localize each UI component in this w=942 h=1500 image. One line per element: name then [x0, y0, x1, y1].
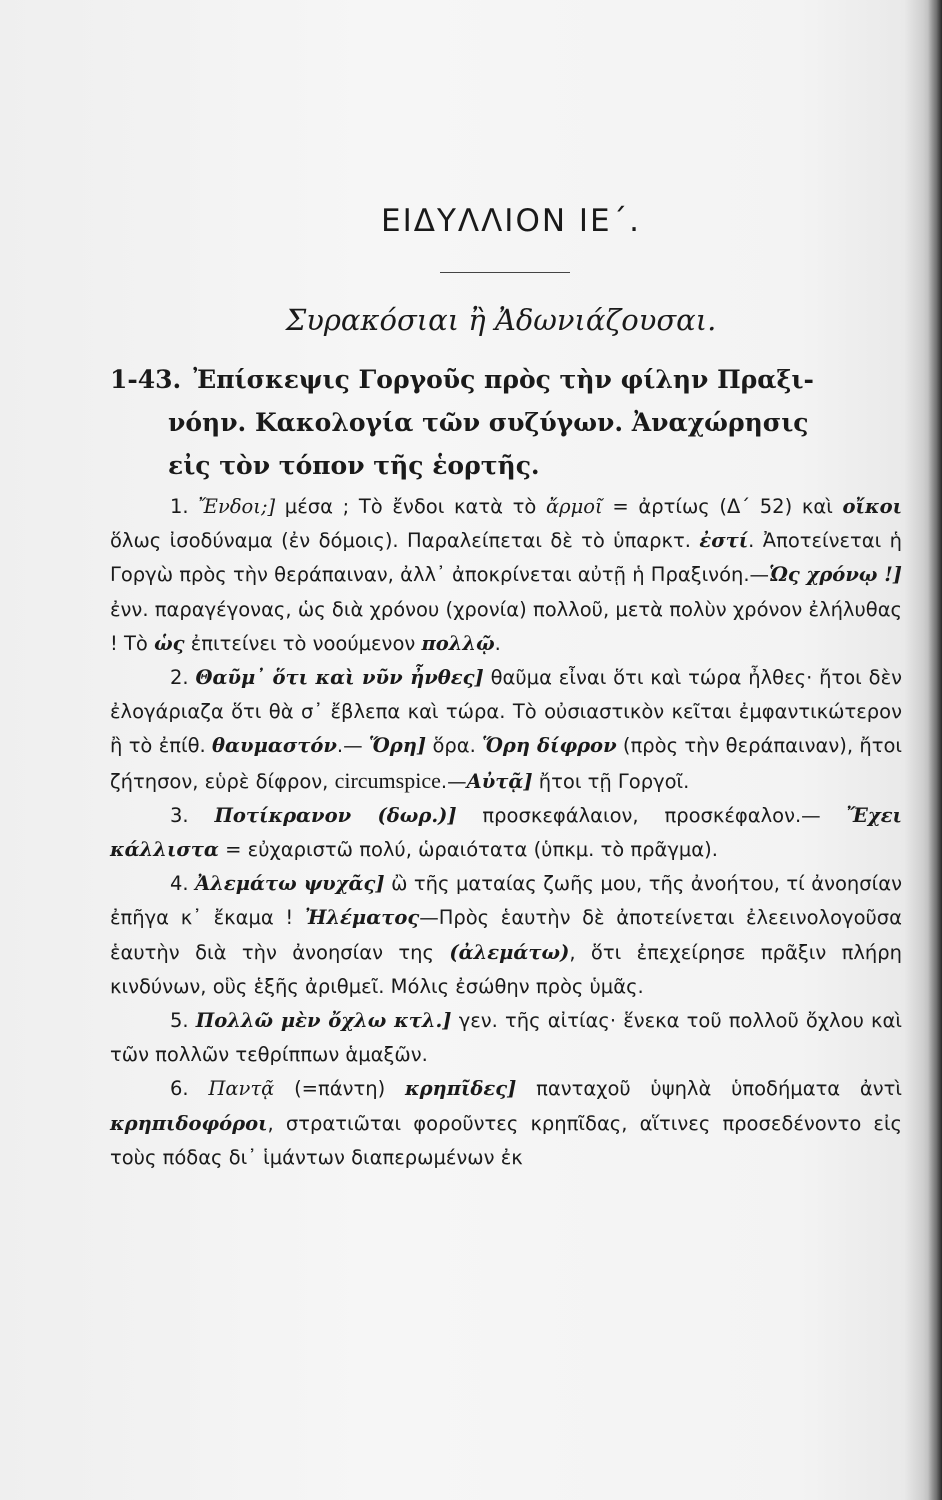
note-lemma: οἴκοι [842, 495, 903, 518]
note-lemma: ὡς [154, 631, 185, 655]
summary-line-1 [110, 358, 910, 401]
note-paragraph [110, 867, 902, 1004]
note-lemma: Αὐτᾷ] [466, 769, 533, 793]
note-text: .— [440, 769, 467, 793]
note-text: ἐπιτείνει τὸ νοούμενον [184, 631, 422, 655]
note-lemma: Ποτίκρανον (δωρ.)] [214, 803, 457, 827]
note-text: (πρὸς τὴν θεράπαιναν), ἤτοι ζήτησον, εὑρὲ δίφρον, [110, 734, 902, 793]
note-text: μέσα ; Τὸ ἔνδοι κατὰ τὸ [275, 495, 546, 518]
note-lemma: (ἀλεμάτω) [449, 940, 570, 964]
note-lemma: Ἔχει κάλλιστα [110, 803, 902, 862]
note-paragraph [110, 661, 902, 799]
chapter-subtitle: Συρακόσιαι ἢ Ἀδωνιάζουσαι. [285, 303, 717, 337]
note-text: 2. [170, 666, 196, 690]
note-lemma: Θαῦμ᾿ ὅτι καὶ νῦν ἦνθες] [195, 666, 484, 690]
note-paragraph [110, 490, 902, 661]
note-text: ὅρα. [426, 734, 483, 758]
note-text: 1. [170, 495, 199, 518]
note-lemma: Ἠλέματος [304, 906, 420, 930]
note-lemma: πολλῷ [421, 631, 495, 655]
note-lemma: Ἀλεμάτω ψυχᾶς] [195, 872, 385, 896]
summary-number: 1-43. [110, 365, 182, 394]
note-paragraph [110, 799, 902, 867]
note-text: ὢ τῆς ματαίας ζωῆς μου, τῆς ἀνοήτου, τί ἀνοησίαν ἐπῆγα κ᾿ ἔκαμα ! [110, 872, 902, 930]
note-lemma: Ὡς χρόνῳ !] [769, 563, 902, 587]
note-text: 4. [170, 872, 196, 896]
note-text: γεν. τῆς αἰτίας· ἕνεκα τοῦ πολλοῦ ὄχλου καὶ τῶν πολλῶν τεθρίππων ἁμαξῶν. [110, 1009, 902, 1067]
note-lemma-italic: Ἔνδοι;] [198, 495, 276, 518]
note-text: —Πρὸς ἑαυτὴν δὲ ἀποτείνεται ἐλεεινολογοῦσα ἑαυτὴν διὰ τὴν ἀνοησίαν της [110, 906, 902, 964]
note-text: . Ἀποτείνεται ἡ Γοργὼ πρὸς τὴν θεράπαιναν, ἀλλ᾿ ἀποκρίνεται αὐτῇ ἡ Πραξινόη.— [110, 529, 903, 587]
note-text: 6. [170, 1077, 209, 1101]
note-text: , στρατιῶται φοροῦντες κρηπῖδας, αἵτινες προσεδένοντο εἰς τοὺς πόδας δι᾿ ἱμάντων διαπερωμένων ἐκ [110, 1111, 902, 1169]
note-lemma: Πολλῶ μὲν ὄχλω κτλ.] [195, 1009, 452, 1033]
summary-line-2: νόην. Κακολογία τῶν συζύγων. Ἀναχώρησις [168, 408, 809, 437]
heading-rule [440, 272, 570, 273]
note-latin: circumspice [334, 767, 441, 793]
note-lemma: Ὅρη δίφρον [482, 734, 617, 758]
note-text: θαῦμα εἶναι ὅτι καὶ τώρα ἦλθες· ἤτοι δὲν ἐλογάριαζα ὅτι θὰ σ᾿ ἔβλεπα καὶ τώρα. Τὸ οὐσιαστικὸν κεῖται ἐμφαντικώτερον ἢ τὸ ἐπίθ. [110, 666, 903, 758]
note-text: ἐνν. παραγέγονας, ὡς διὰ χρόνου (χρονία) πολλοῦ, μετὰ πολὺν χρόνον ἐλήλυθας ! Τὸ [110, 597, 902, 655]
section-summary [110, 358, 910, 487]
note-text: ἤτοι τῇ Γοργοῖ. [532, 769, 690, 793]
note-text: (=πάντη) [274, 1077, 405, 1101]
note-text: = ἀρτίως (Δ΄ 52) καὶ [602, 495, 843, 518]
note-lemma: θαυμαστόν [212, 734, 337, 758]
note-text: , ὅτι ἐπεχείρησε πρᾶξιν πλήρη κινδύνων, οὓς ἑξῆς ἀριθμεῖ. Μόλις ἐσώθην πρὸς ὑμᾶς. [110, 940, 902, 998]
note-text: = εὐχαριστῶ πολύ, ὡραιότατα (ὑπκμ. τὸ πρᾶγμα). [218, 838, 718, 862]
note-lemma-italic: ἄρμοῖ [545, 495, 603, 518]
note-text: πανταχοῦ ὑψηλὰ ὑποδήματα ἀντὶ [516, 1077, 902, 1101]
note-lemma: Ὅρη] [368, 734, 427, 758]
commentary-notes [110, 490, 902, 1175]
note-text: . [494, 631, 501, 655]
note-text: 3. [170, 803, 215, 827]
note-text: ὅλως ἰσοδύναμα (ἐν δόμοις). Παραλείπεται δὲ τὸ ὑπαρκτ. [110, 529, 700, 553]
note-paragraph [110, 1072, 902, 1175]
note-lemma-italic: Παντᾷ [208, 1077, 275, 1101]
note-paragraph [110, 1004, 902, 1072]
note-lemma: κρηπῖδες] [404, 1077, 517, 1101]
note-text: προσκεφάλαιον, προσκέφαλον.— [456, 803, 847, 827]
summary-text-1: Ἐπίσκεψις Γοργοῦς πρὸς τὴν φίλην Πραξι- [193, 365, 814, 394]
note-text: 5. [170, 1009, 196, 1033]
summary-line-3: εἰς τὸν τόπον τῆς ἑορτῆς. [168, 451, 540, 480]
note-text: .— [336, 734, 369, 758]
note-lemma: ἐστί [699, 529, 749, 553]
note-lemma: κρηπιδοφόροι [110, 1111, 268, 1135]
chapter-heading: ΕΙΔΥΛΛΙΟΝ ΙΕ΄. [381, 203, 641, 239]
